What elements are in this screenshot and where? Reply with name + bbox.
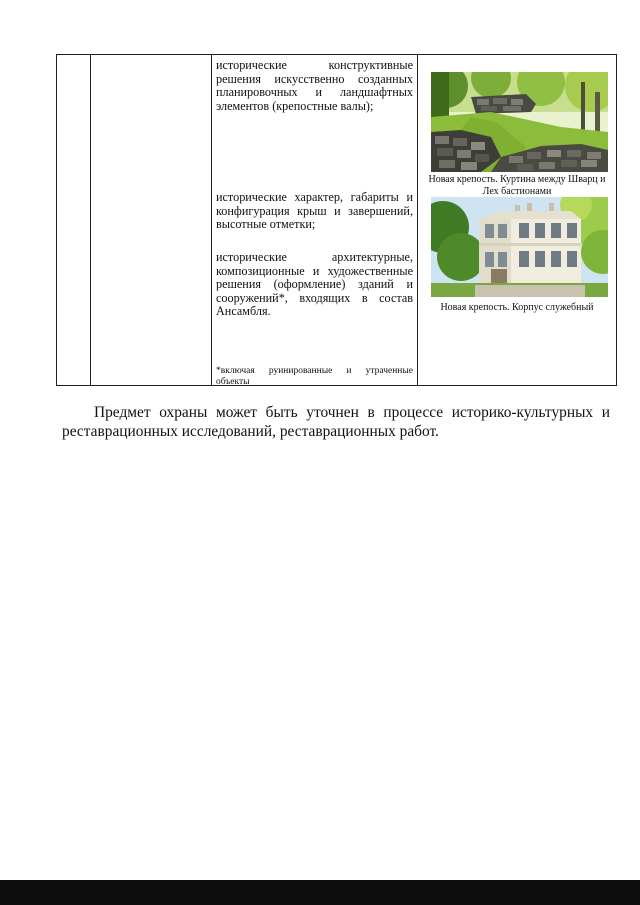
paragraph-architecture: исторические архитектурные, композиционные и художественные решения (оформление) зданий и сооружений*, входящих в состав Ансамбля.: [216, 250, 413, 319]
object-name-cell: [91, 55, 212, 386]
protection-subject-table: [56, 54, 617, 386]
photos-cell: [418, 55, 617, 386]
photo-caption-service-building: Новая крепость. Корпус служебный: [440, 302, 594, 313]
protection-subject-cell: [212, 55, 418, 386]
row-number-cell: [57, 55, 91, 386]
photo-caption-fortress-wall: Новая крепость. Куртина между Шварц и Лех бастионами: [428, 174, 606, 197]
scan-edge-band: [0, 880, 640, 905]
fortress-wall-photo: [431, 72, 608, 172]
service-building-photo: [431, 197, 608, 297]
paragraph-ramparts: исторические конструктивные решения искусственно созданных планировочных и ландшафтных элементов (крепостные валы);: [216, 58, 413, 113]
table-row: [57, 55, 617, 386]
footnote: *включая руинированные и утраченные объекты: [216, 366, 413, 387]
paragraph-roofs: исторические характер, габариты и конфигурация крыш и завершений, высотные отметки;: [216, 190, 413, 232]
closing-paragraph: Предмет охраны может быть уточнен в процессе историко-культурных и реставрационных исследований, реставрационных работ.: [62, 404, 610, 440]
